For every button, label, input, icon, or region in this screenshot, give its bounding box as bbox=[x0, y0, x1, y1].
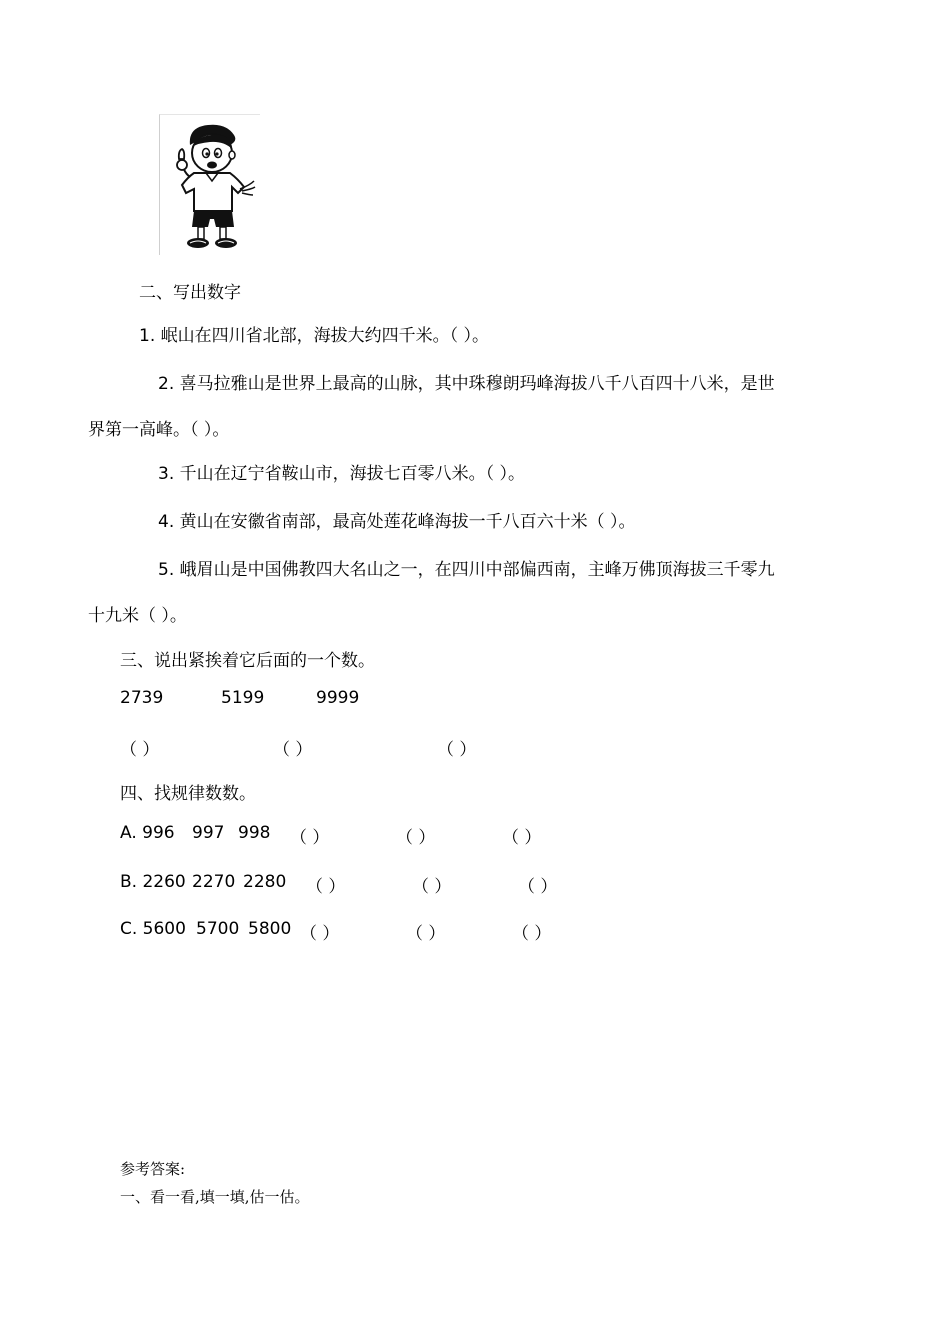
answer-blank: （ ） bbox=[406, 924, 446, 944]
question-3: 3. 千山在辽宁省鞍山市，海拔七百零八米。（ ）。 bbox=[158, 464, 526, 484]
sequence-number: A. 996 bbox=[120, 823, 175, 843]
question-5-line2: 十九米（ ）。 bbox=[88, 606, 187, 626]
number-item: 2739 bbox=[120, 688, 164, 708]
section3-title: 三、说出紧挨着它后面的一个数。 bbox=[120, 651, 375, 671]
question-2-line2: 界第一高峰。（ ）。 bbox=[88, 420, 230, 440]
sequence-number: 2270 bbox=[192, 872, 236, 892]
question-4: 4. 黄山在安徽省南部，最高处莲花峰海拔一千八百六十米（ ）。 bbox=[158, 512, 636, 532]
sequence-number: C. 5600 bbox=[120, 919, 186, 939]
section2-title: 二、写出数字 bbox=[139, 283, 241, 303]
answer-blank: （ ） bbox=[290, 828, 330, 848]
answer-blank: （ ） bbox=[273, 740, 313, 760]
number-item: 5199 bbox=[221, 688, 265, 708]
section4-title: 四、找规律数数。 bbox=[120, 784, 256, 804]
answer-blank: （ ） bbox=[120, 740, 160, 760]
answer-blank: （ ） bbox=[512, 924, 552, 944]
answer-blank: （ ） bbox=[518, 877, 558, 897]
answer-blank: （ ） bbox=[502, 828, 542, 848]
answer-blank: （ ） bbox=[300, 924, 340, 944]
question-2-line1: 2. 喜马拉雅山是世界上最高的山脉，其中珠穆朗玛峰海拔八千八百四十八米，是世 bbox=[158, 374, 775, 394]
boy-icon bbox=[160, 115, 260, 255]
sequence-number: B. 2260 bbox=[120, 872, 186, 892]
question-5-line1: 5. 峨眉山是中国佛教四大名山之一，在四川中部偏西南，主峰万佛顶海拔三千零九 bbox=[158, 560, 775, 580]
answers-line1: 一、看一看,填一填,估一估。 bbox=[120, 1188, 310, 1206]
sequence-number: 5800 bbox=[248, 919, 292, 939]
number-item: 9999 bbox=[316, 688, 360, 708]
sequence-number: 998 bbox=[238, 823, 271, 843]
sequence-number: 5700 bbox=[196, 919, 240, 939]
sequence-number: 2280 bbox=[243, 872, 287, 892]
answers-title: 参考答案: bbox=[120, 1160, 186, 1178]
sequence-number: 997 bbox=[192, 823, 225, 843]
question-1: 1. 岷山在四川省北部，海拔大约四千米。（ ）。 bbox=[139, 326, 490, 346]
answer-blank: （ ） bbox=[437, 740, 477, 760]
answer-blank: （ ） bbox=[306, 877, 346, 897]
answer-blank: （ ） bbox=[396, 828, 436, 848]
cartoon-boy-illustration bbox=[159, 114, 260, 255]
answer-blank: （ ） bbox=[412, 877, 452, 897]
